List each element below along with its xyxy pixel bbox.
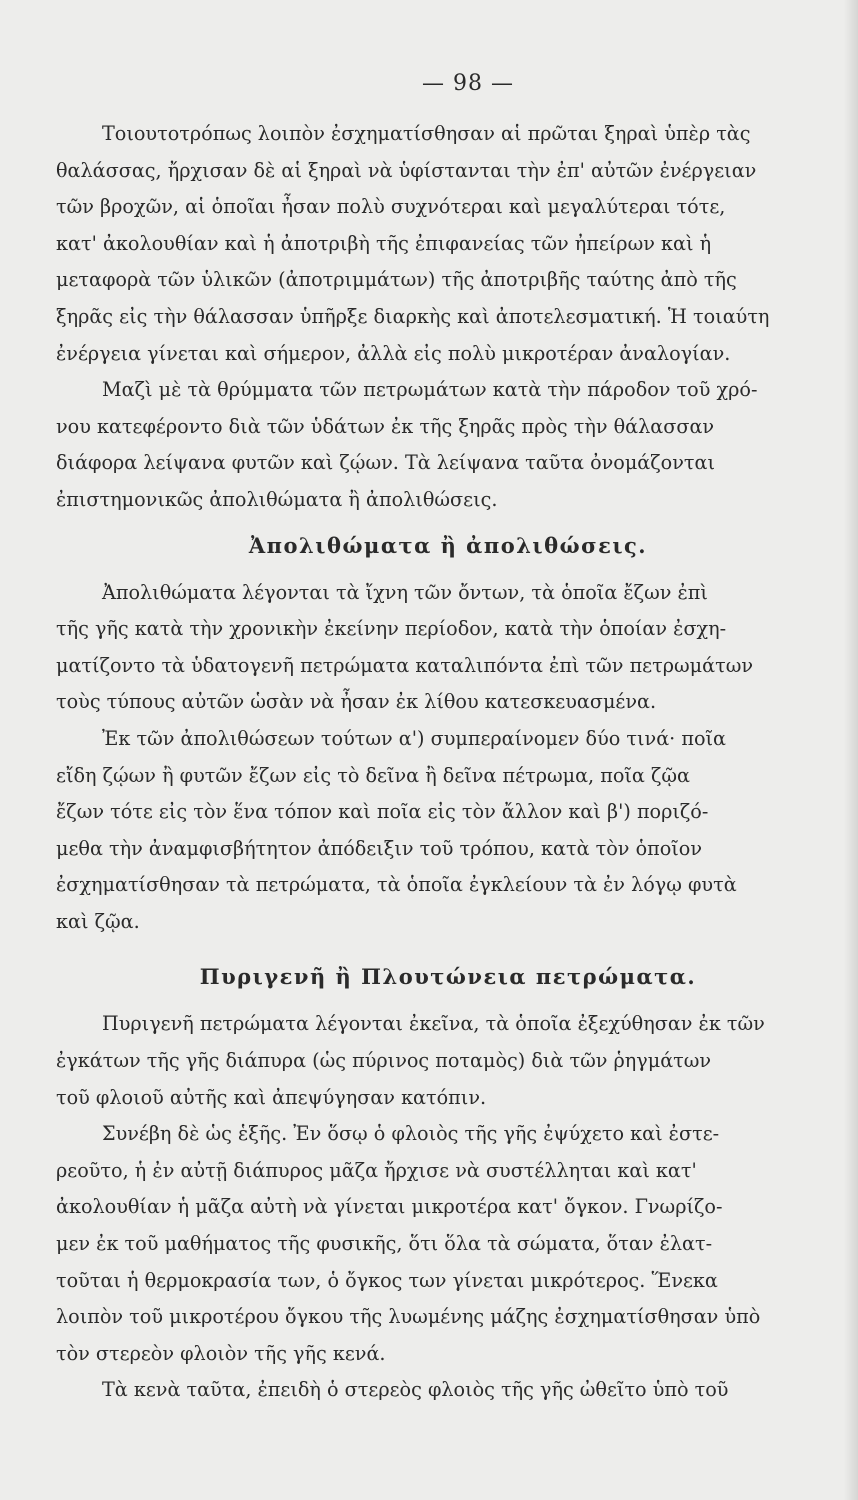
text-line: θαλάσσας, ἤρχισαν δὲ αἱ ξηραὶ νὰ ὑφίστανται τὴν ἐπ' αὐτῶν ἐνέργειαν [56, 158, 757, 182]
text-line: Τοιουτοτρόπως λοιπὸν ἐσχηματίσθησαν αἱ πρῶται ξηραὶ ὑπὲρ τὰς [102, 122, 751, 145]
text-line: τοὺς τύπους αὐτῶν ὡσὰν νὰ ἦσαν ἐκ λίθου κατεσκευασμένα. [56, 690, 657, 714]
paragraph-5 [56, 1006, 840, 1116]
text-line: ἀκολουθίαν ἡ μᾶζα αὐτὴ νὰ γίνεται μικροτέρα κατ' ὄγκον. Γνωρίζο- [56, 1195, 723, 1219]
page-number: — 98 — [422, 71, 514, 96]
section-heading-fossils: Ἀπολιθώματα ἢ ἀπολιθώσεις. [248, 532, 648, 558]
text-line: τὸν στερεὸν φλοιὸν τῆς γῆς κενά. [56, 1341, 386, 1365]
paragraph-4 [56, 721, 840, 941]
text-line: τοῦται ἡ θερμοκρασία των, ὁ ὄγκος των γίνεται μικρότερος. Ἕνεκα [56, 1268, 718, 1292]
text-line: μεθα τὴν ἀναμφισβήτητον ἀπόδειξιν τοῦ τρόπου, κατὰ τὸν ὁποῖον [56, 836, 703, 860]
text-line: Συνέβη δὲ ὡς ἑξῆς. Ἐν ὅσῳ ὁ φλοιὸς τῆς γῆς ἐψύχετο καὶ ἐστε- [102, 1122, 720, 1146]
text-line: ἐσχηματίσθησαν τὰ πετρώματα, τὰ ὁποῖα ἐγκλείουν τὰ ἐν λόγῳ φυτὰ [56, 873, 737, 897]
paragraph-6 [56, 1116, 840, 1372]
text-line: νου κατεφέροντο διὰ τῶν ὑδάτων ἐκ τῆς ξηρᾶς πρὸς τὴν θάλασσαν [56, 414, 715, 438]
text-line: κατ' ἀκολουθίαν καὶ ἡ ἀποτριβὴ τῆς ἐπιφανείας τῶν ἠπείρων καὶ ἡ [56, 231, 712, 255]
text-line: ἐπιστημονικῶς ἀπολιθώματα ἢ ἀπολιθώσεις. [56, 487, 498, 511]
paragraph-3 [56, 575, 840, 721]
text-line: τοῦ φλοιοῦ αὐτῆς καὶ ἀπεψύγησαν κατόπιν. [56, 1085, 487, 1109]
text-line: μεν ἐκ τοῦ μαθήματος τῆς φυσικῆς, ὅτι ὅλα τὰ σώματα, ὅταν ἐλατ- [56, 1232, 713, 1256]
text-line: τῶν βροχῶν, αἱ ὁποῖαι ἦσαν πολὺ συχνότεραι καὶ μεγαλύτεραι τότε, [56, 195, 726, 219]
text-line: μεταφορὰ τῶν ὑλικῶν (ἀποτριμμάτων) τῆς ἀποτριβῆς ταύτης ἀπὸ τῆς [56, 268, 737, 292]
text-line: Ἐκ τῶν ἀπολιθώσεων τούτων α') συμπεραίνομεν δύο τινά· ποῖα [102, 726, 727, 750]
text-line: τῆς γῆς κατὰ τὴν χρονικὴν ἐκείνην περίοδον, κατὰ τὴν ὁποίαν ἐσχη- [56, 617, 727, 641]
text-line: ἔζων τότε εἰς τὸν ἕνα τόπον καὶ ποῖα εἰς τὸν ἄλλον καὶ β') ποριζό- [56, 800, 709, 824]
paragraph-7 [56, 1372, 840, 1409]
section-heading-igneous: Πυριγενῆ ἢ Πλουτώνεια πετρώματα. [199, 964, 697, 990]
text-line: Πυριγενῆ πετρώματα λέγονται ἐκεῖνα, τὰ ὁποῖα ἐξεχύθησαν ἐκ τῶν [102, 1012, 765, 1036]
paragraph-2 [56, 372, 840, 518]
text-line: ξηρᾶς εἰς τὴν θάλασσαν ὑπῆρξε διαρκὴς καὶ ἀποτελεσματική. Ἡ τοιαύτη [56, 304, 770, 328]
text-line: ἐνέργεια γίνεται καὶ σήμερον, ἀλλὰ εἰς πολὺ μικροτέραν ἀναλογίαν. [56, 341, 731, 365]
text-line: εἴδη ζῴων ἢ φυτῶν ἔζων εἰς τὸ δεῖνα ἢ δεῖνα πέτρωμα, ποῖα ζῷα [56, 763, 690, 787]
text-line: Ἀπολιθώματα λέγονται τὰ ἴχνη τῶν ὄντων, τὰ ὁποῖα ἔζων ἐπὶ [102, 580, 708, 604]
text-line: ἐγκάτων τῆς γῆς διάπυρα (ὡς πύρινος ποταμὸς) διὰ τῶν ῥηγμάτων [56, 1049, 712, 1073]
text-line: διάφορα λείψανα φυτῶν καὶ ζῴων. Τὰ λείψανα ταῦτα ὀνομάζονται [56, 451, 715, 475]
text-line: Τὰ κενὰ ταῦτα, ἐπειδὴ ὁ στερεὸς φλοιὸς τῆς γῆς ὠθεῖτο ὑπὸ τοῦ [102, 1378, 729, 1402]
text-line: λοιπὸν τοῦ μικροτέρου ὄγκου τῆς λυωμένης μάζης ἐσχηματίσθησαν ὑπὸ [56, 1305, 761, 1329]
text-line: ματίζοντο τὰ ὑδατογενῆ πετρώματα καταλιπόντα ἐπὶ τῶν πετρωμάτων [56, 653, 754, 677]
paragraph-1 [56, 116, 840, 372]
text-line: Μαζὶ μὲ τὰ θρύμματα τῶν πετρωμάτων κατὰ τὴν πάροδον τοῦ χρό- [102, 378, 758, 402]
text-line: καὶ ζῷα. [56, 909, 140, 933]
text-line: ρεοῦτο, ἡ ἐν αὐτῇ διάπυρος μᾶζα ἤρχισε νὰ συστέλληται καὶ κατ' [56, 1158, 697, 1182]
